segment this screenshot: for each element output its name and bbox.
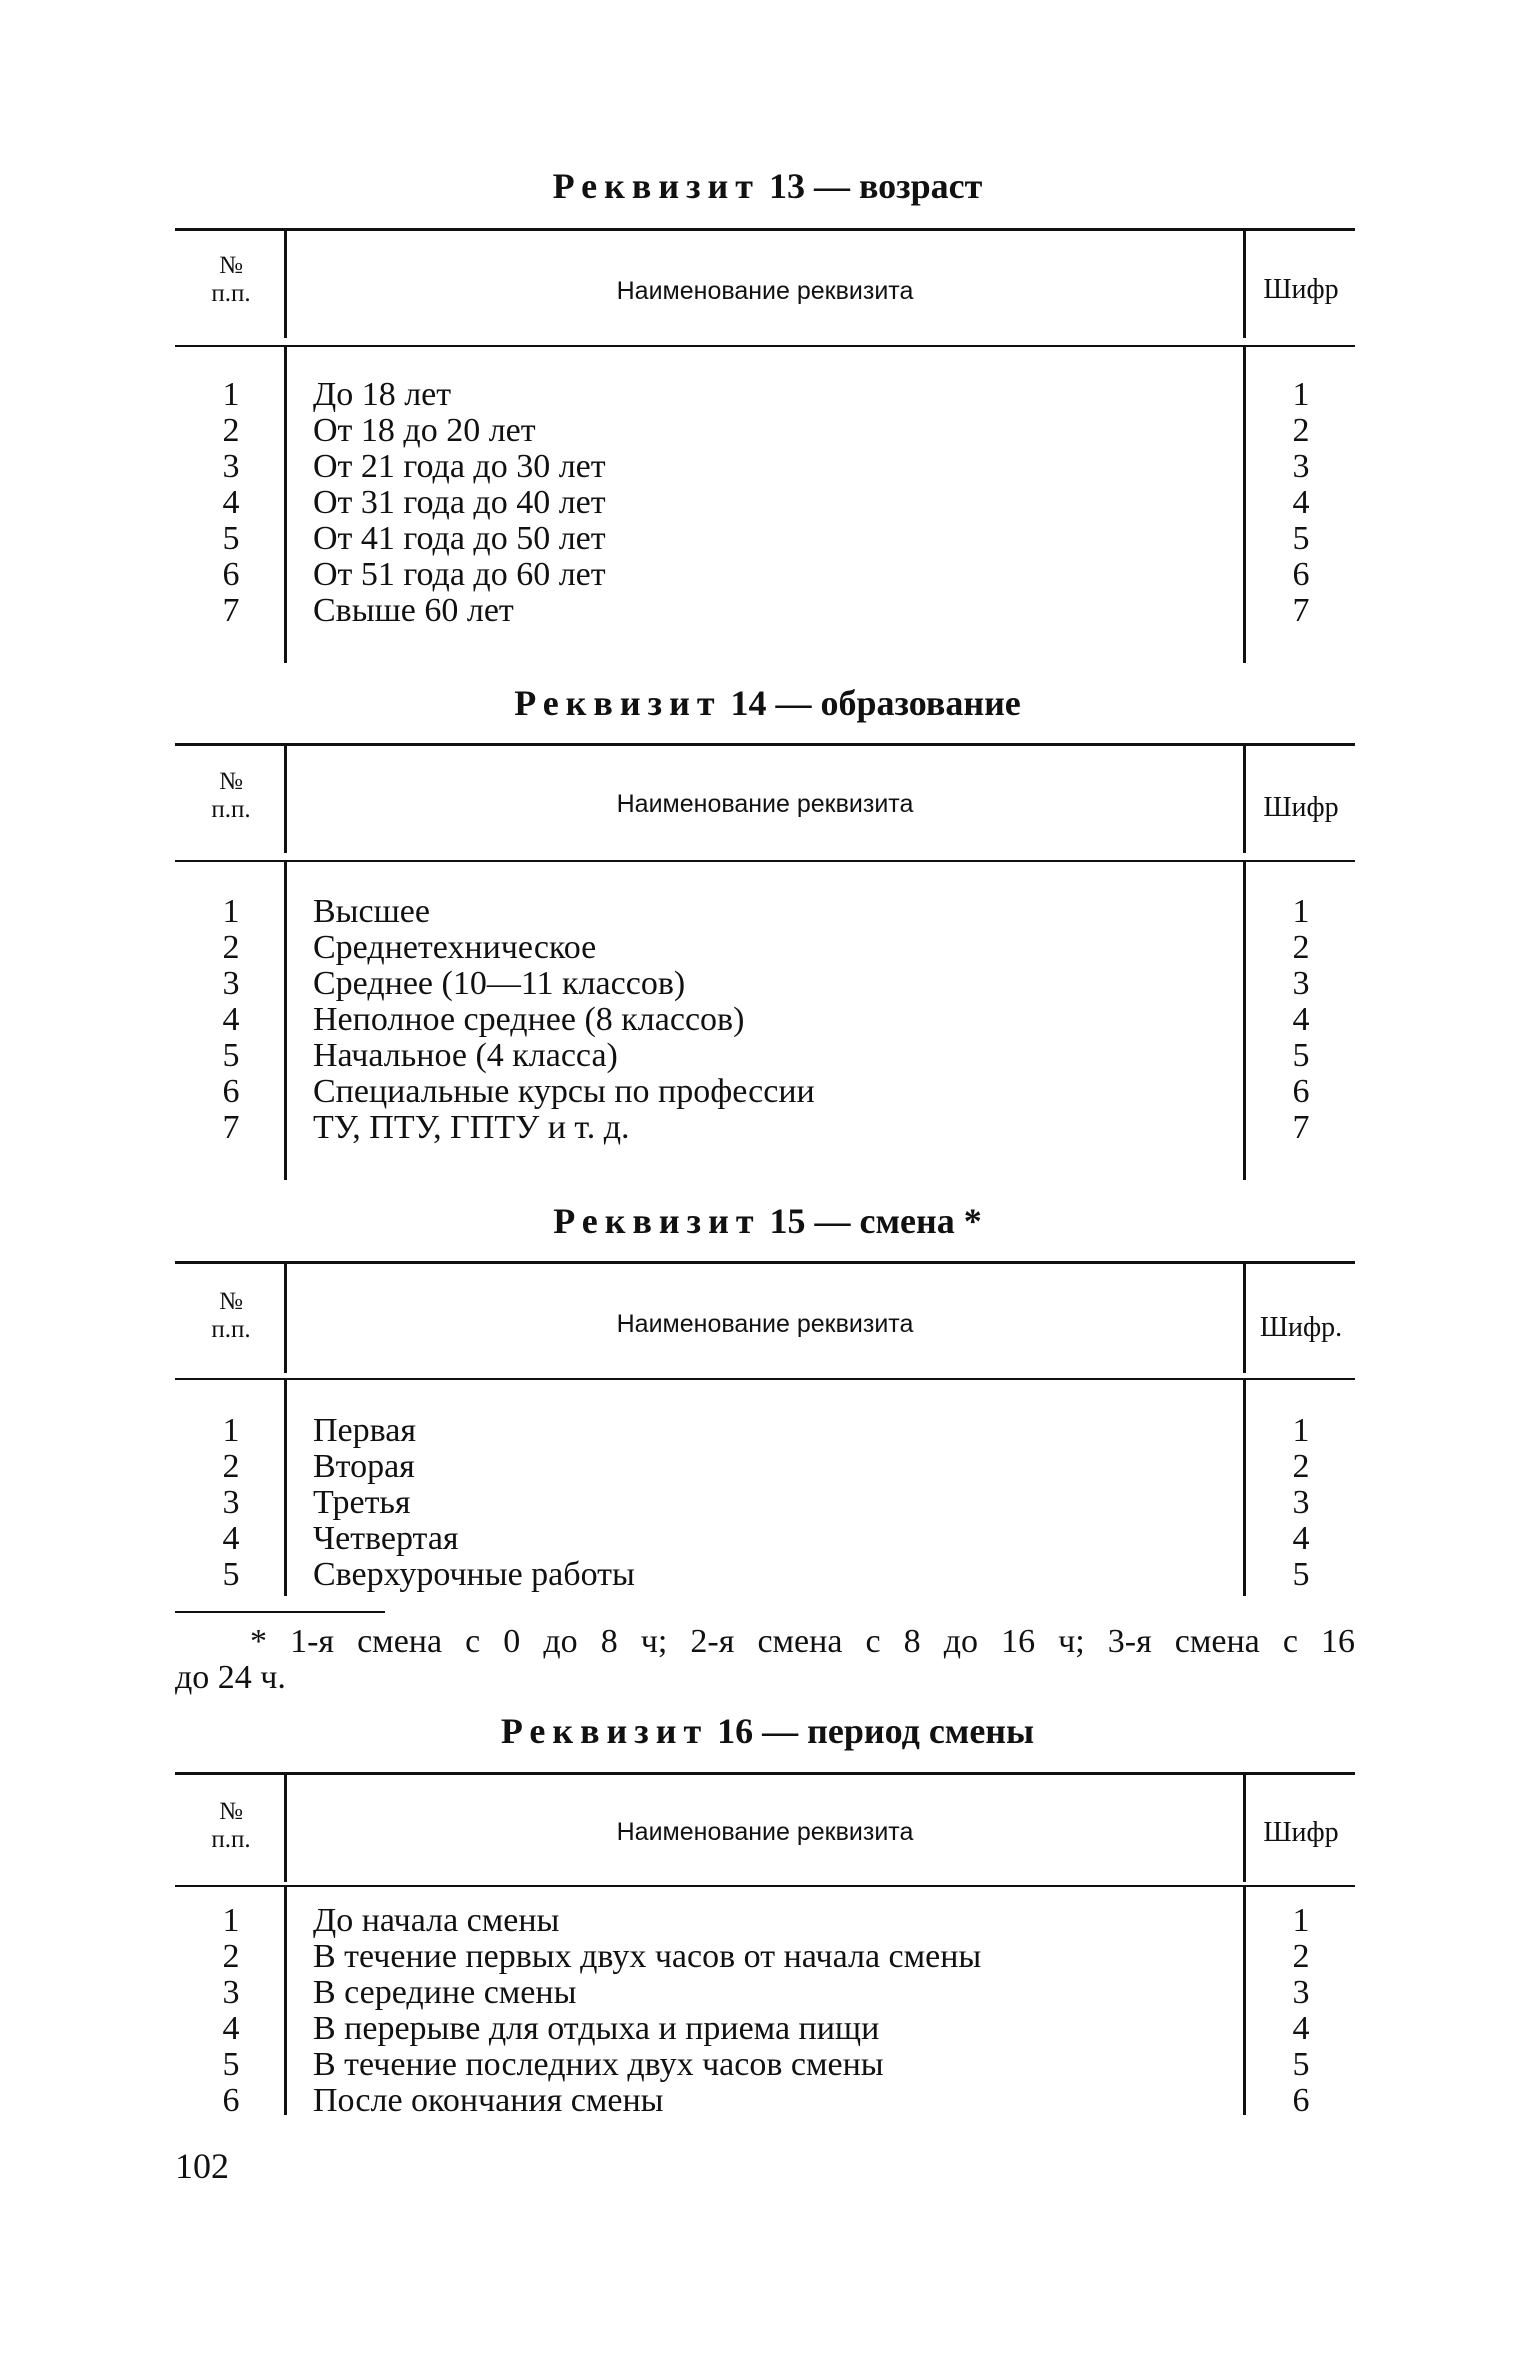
- row-name: От 41 года до 50 лет: [313, 520, 606, 557]
- table-row: [175, 966, 1355, 1002]
- footnote-rule: [175, 1611, 385, 1613]
- table-row: [175, 1557, 1355, 1593]
- table-row: [175, 485, 1355, 521]
- title-rest: 16 — период смены: [717, 1711, 1035, 1751]
- row-code: 4: [1292, 2010, 1310, 2047]
- header-num: №: [219, 252, 243, 279]
- row-name: В середине смены: [313, 1974, 577, 2011]
- row-num: 5: [222, 2046, 240, 2083]
- title-spaced-word: Реквизит: [514, 683, 722, 723]
- table-row: [175, 1903, 1355, 1939]
- row-num: 1: [222, 1412, 240, 1449]
- header-num-abbr: п.п.: [211, 1826, 251, 1853]
- row-num: 1: [222, 1902, 240, 1939]
- row-name: Начальное (4 класса): [313, 1037, 618, 1074]
- row-num: 3: [222, 965, 240, 1002]
- row-code: 7: [1292, 1109, 1310, 1146]
- table-16-header-rule: [175, 1885, 1355, 1887]
- title-spaced-word: Реквизит: [500, 1711, 709, 1751]
- table-row: [175, 894, 1355, 930]
- table-row: [175, 1002, 1355, 1038]
- row-num: 3: [222, 1484, 240, 1521]
- row-name: Среднее (10—11 классов): [313, 965, 686, 1002]
- row-num: 5: [222, 520, 240, 557]
- row-name: До начала смены: [313, 1902, 560, 1939]
- row-num: 3: [222, 1974, 240, 2011]
- table-16-body: [175, 1903, 1355, 2119]
- table-16-title: [0, 1711, 1535, 1751]
- table-13-body: [175, 377, 1355, 629]
- row-code: 2: [1292, 929, 1310, 966]
- row-code: 1: [1292, 893, 1310, 930]
- table-row: [175, 413, 1355, 449]
- title-rest: 14 — образование: [730, 683, 1021, 723]
- row-name: Высшее: [313, 893, 430, 930]
- row-name: Специальные курсы по профессии: [313, 1073, 815, 1110]
- row-code: 5: [1292, 1037, 1310, 1074]
- table-row: [175, 521, 1355, 557]
- row-code: 4: [1292, 1001, 1310, 1038]
- row-num: 4: [222, 1520, 240, 1557]
- header-name: Наименование реквизита: [616, 1310, 914, 1338]
- row-name: Среднетехническое: [313, 929, 597, 966]
- row-name: От 18 до 20 лет: [313, 412, 536, 449]
- header-code: Шифр.: [1259, 1312, 1343, 1343]
- row-num: 4: [222, 2010, 240, 2047]
- header-name: Наименование реквизита: [616, 277, 914, 305]
- row-code: 3: [1292, 1974, 1310, 2011]
- table-row: [175, 1485, 1355, 1521]
- header-name: Наименование реквизита: [616, 1818, 914, 1846]
- table-row: [175, 1038, 1355, 1074]
- row-name: Сверхурочные работы: [313, 1556, 635, 1593]
- table-15-title: [0, 1201, 1535, 1241]
- row-code: 6: [1292, 2082, 1310, 2119]
- row-code: 3: [1292, 448, 1310, 485]
- row-name: Свыше 60 лет: [313, 592, 514, 629]
- table-row: [175, 2083, 1355, 2119]
- row-code: 5: [1292, 1556, 1310, 1593]
- table-14-header-rule: [175, 860, 1355, 862]
- row-num: 5: [222, 1556, 240, 1593]
- row-code: 2: [1292, 1448, 1310, 1485]
- header-num-abbr: п.п.: [211, 796, 251, 823]
- row-code: 5: [1292, 2046, 1310, 2083]
- table-14-title: [0, 683, 1535, 723]
- row-num: 1: [222, 376, 240, 413]
- row-name: ТУ, ПТУ, ГПТУ и т. д.: [313, 1109, 630, 1146]
- header-code: Шифр: [1263, 274, 1339, 305]
- row-code: 4: [1292, 1520, 1310, 1557]
- row-name: До 18 лет: [313, 376, 452, 413]
- header-num: №: [219, 1288, 243, 1315]
- table-row: [175, 1074, 1355, 1110]
- table-15-header-rule: [175, 1378, 1355, 1380]
- row-num: 5: [222, 1037, 240, 1074]
- row-name: От 31 года до 40 лет: [313, 484, 606, 521]
- row-name: От 21 года до 30 лет: [313, 448, 606, 485]
- row-name: Вторая: [313, 1448, 415, 1485]
- header-num-abbr: п.п.: [211, 1316, 251, 1343]
- row-num: 1: [222, 893, 240, 930]
- table-row: [175, 377, 1355, 413]
- row-code: 4: [1292, 484, 1310, 521]
- table-row: [175, 2011, 1355, 2047]
- row-code: 1: [1292, 1412, 1310, 1449]
- row-code: 7: [1292, 592, 1310, 629]
- row-num: 3: [222, 448, 240, 485]
- row-name: После окончания смены: [313, 2082, 664, 2119]
- table-row: [175, 557, 1355, 593]
- row-code: 6: [1292, 1073, 1310, 1110]
- row-num: 2: [222, 1448, 240, 1485]
- table-14-body: [175, 894, 1355, 1146]
- row-code: 3: [1292, 1484, 1310, 1521]
- row-code: 6: [1292, 556, 1310, 593]
- table-row: [175, 1521, 1355, 1557]
- table-row: [175, 1413, 1355, 1449]
- header-num: №: [219, 1798, 243, 1825]
- table-13-title: [0, 166, 1535, 206]
- title-rest: 15 — смена *: [769, 1201, 982, 1241]
- header-num-abbr: п.п.: [211, 280, 251, 307]
- header-name: Наименование реквизита: [616, 790, 914, 818]
- row-num: 2: [222, 412, 240, 449]
- table-14-top-rule: [175, 743, 1355, 746]
- table-row: [175, 449, 1355, 485]
- row-num: 4: [222, 484, 240, 521]
- row-name: В течение первых двух часов от начала смены: [313, 1938, 982, 1975]
- row-name: Третья: [313, 1484, 411, 1521]
- title-spaced-word: Реквизит: [552, 166, 760, 206]
- row-name: В течение последних двух часов смены: [313, 2046, 884, 2083]
- page-number: 102: [175, 2146, 229, 2186]
- footnote-line-1: * 1-я смена с 0 до 8 ч; 2-я смена с 8 до 16 ч; 3-я смена с 16: [250, 1623, 1355, 1660]
- row-num: 7: [222, 592, 240, 629]
- row-num: 6: [222, 2082, 240, 2119]
- table-13-top-rule: [175, 228, 1355, 231]
- row-code: 5: [1292, 520, 1310, 557]
- title-rest: 13 — возраст: [768, 166, 983, 206]
- row-num: 4: [222, 1001, 240, 1038]
- row-num: 2: [222, 1938, 240, 1975]
- row-name: От 51 года до 60 лет: [313, 556, 606, 593]
- row-num: 7: [222, 1109, 240, 1146]
- table-row: [175, 1939, 1355, 1975]
- row-num: 6: [222, 1073, 240, 1110]
- row-code: 2: [1292, 412, 1310, 449]
- row-code: 2: [1292, 1938, 1310, 1975]
- row-name: Неполное среднее (8 классов): [313, 1001, 745, 1038]
- footnote-line-2: до 24 ч.: [175, 1659, 286, 1696]
- title-spaced-word: Реквизит: [553, 1201, 761, 1241]
- row-name: Первая: [313, 1412, 416, 1449]
- row-num: 6: [222, 556, 240, 593]
- table-row: [175, 1449, 1355, 1485]
- table-16-top-rule: [175, 1772, 1355, 1775]
- row-code: 1: [1292, 376, 1310, 413]
- table-13-header-rule: [175, 345, 1355, 347]
- row-name: Четвертая: [313, 1520, 459, 1557]
- table-row: [175, 1975, 1355, 2011]
- table-row: [175, 1110, 1355, 1146]
- table-15-top-rule: [175, 1261, 1355, 1264]
- header-code: Шифр: [1263, 792, 1339, 823]
- header-code: Шифр: [1263, 1817, 1339, 1848]
- header-num: №: [219, 768, 243, 795]
- table-15-body: [175, 1413, 1355, 1593]
- row-num: 2: [222, 929, 240, 966]
- row-code: 1: [1292, 1902, 1310, 1939]
- table-row: [175, 593, 1355, 629]
- row-code: 3: [1292, 965, 1310, 1002]
- row-name: В перерыве для отдыха и приема пищи: [313, 2010, 880, 2047]
- table-row: [175, 930, 1355, 966]
- table-row: [175, 2047, 1355, 2083]
